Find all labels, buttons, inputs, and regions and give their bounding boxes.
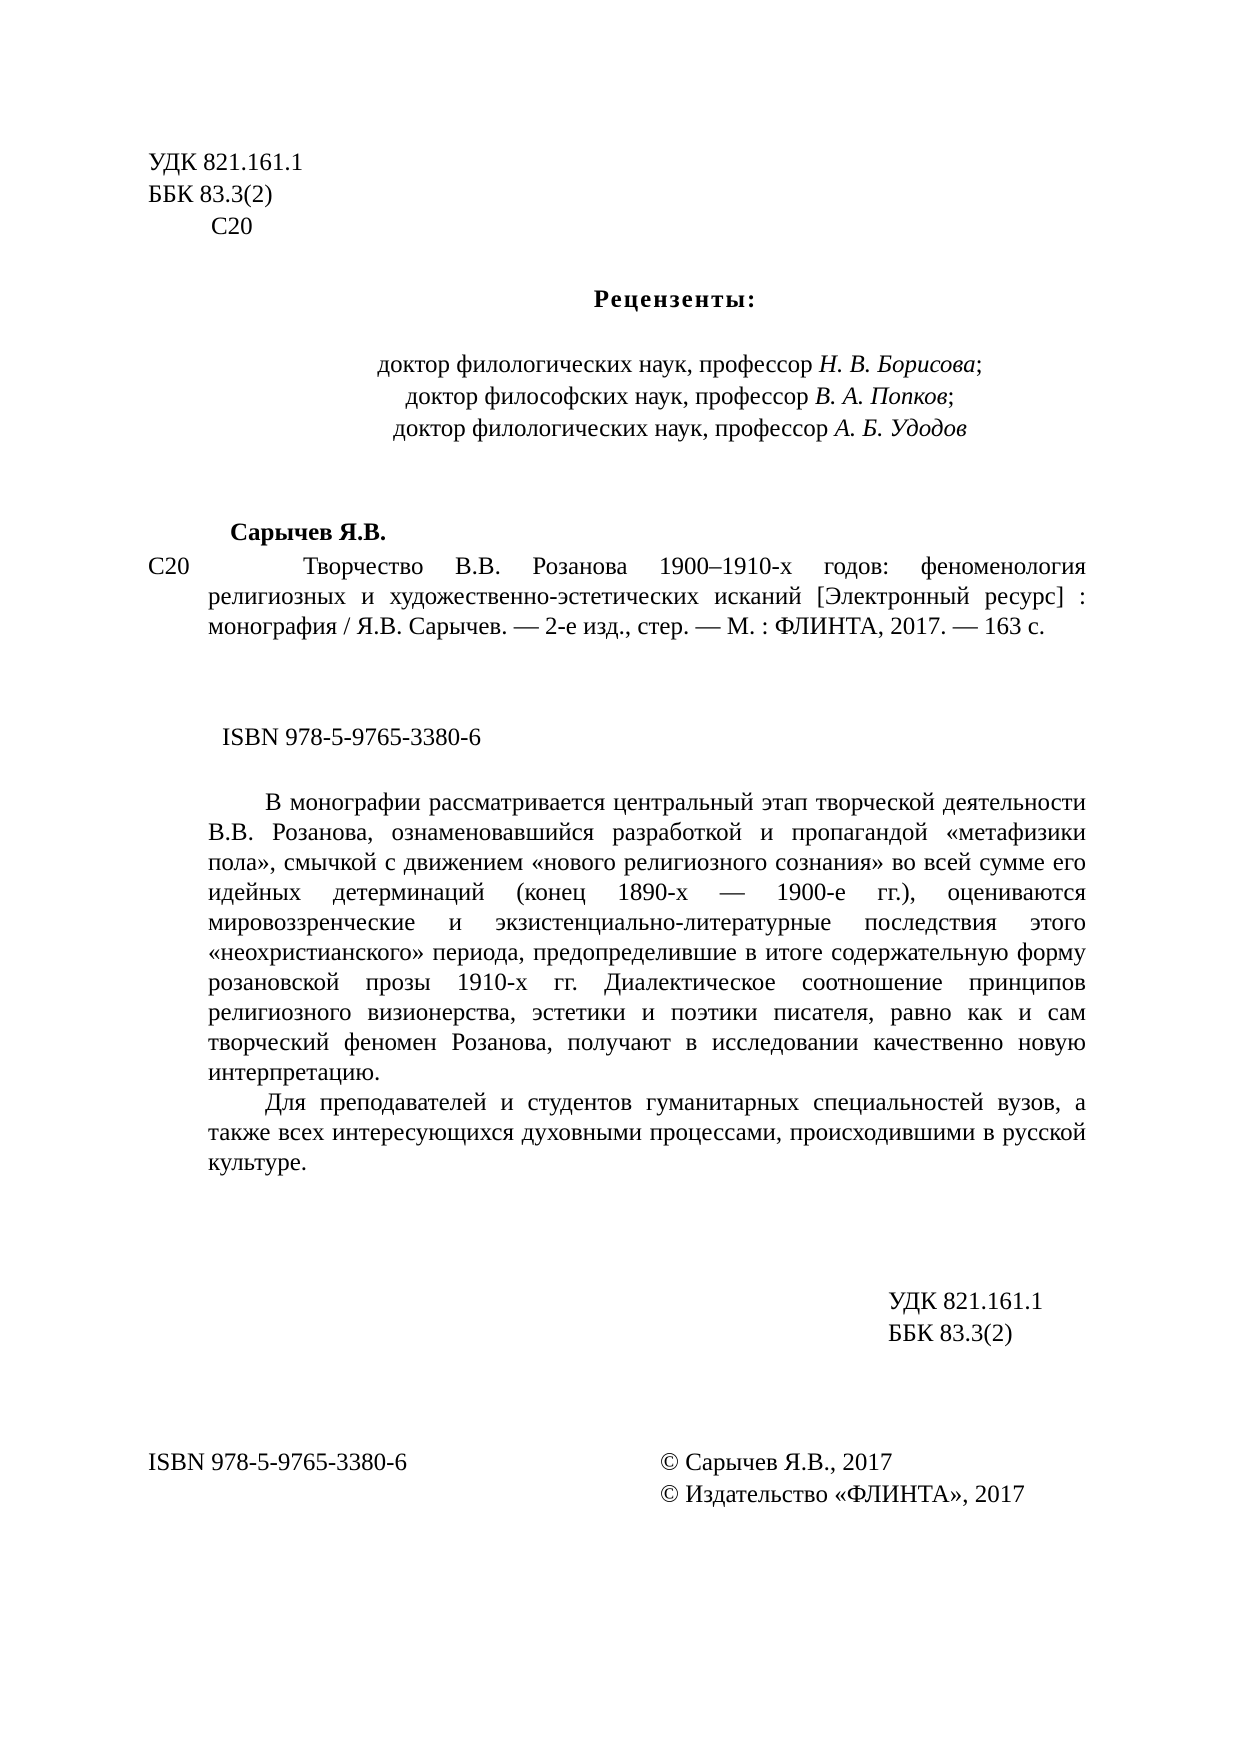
reviewer-name: Н. В. Борисова	[818, 351, 976, 378]
reviewer-degree: доктор филологических наук, профессор	[393, 415, 835, 442]
udk-code: УДК 821.161.1	[148, 149, 304, 176]
reviewer-item	[230, 382, 1130, 414]
udk-code: УДК 821.161.1	[888, 1288, 1044, 1315]
bibliography-code: С20	[148, 553, 190, 580]
abstract-paragraph: В монографии рассматривается центральный этап творческой деятельности В.В. Розанова, ознаменовавшийся разработкой и пропагандой «метафизики пола», смычкой с движением «нового религиозного сознания» во всей сумме его идейных детерминаций (конец 1890-х — 1900-е гг.), оцениваются мировоззренческие и экзистенциально-литературные последствия этого «неохристианского» периода, предопределившие в итоге содержательную форму розановской прозы 1910-х гг. Диалектическое соотношение принципов религиозного визионерства, эстетики и поэтики писателя, равно как и сам творческий феномен Розанова, получают в исследовании качественно новую интерпретацию.	[208, 789, 1086, 1086]
reviewer-punct: ;	[947, 383, 955, 410]
abstract	[208, 788, 1086, 1178]
classification-codes-bottom	[888, 1287, 1043, 1351]
author-mark: С20	[211, 213, 253, 240]
author-name: Сарычев Я.В.	[230, 519, 387, 546]
bbk-code: ББК 83.3(2)	[888, 1320, 1013, 1347]
reviewer-punct: ;	[975, 351, 983, 378]
bbk-code: ББК 83.3(2)	[148, 181, 273, 208]
bibliographic-citation: Творчество В.В. Розанова 1900–1910-х годов: феноменология религиозных и художественно-эстетических исканий [Электронный ресурс] : монография / Я.В. Сарычев. — 2-е изд., стер. — М. : ФЛИНТА, 2017. — 163 с.	[208, 553, 1086, 640]
copyright-block	[660, 1448, 1025, 1512]
reviewers-list	[230, 350, 1130, 446]
reviewer-degree: доктор философских наук, профессор	[405, 383, 815, 410]
copyright-author: © Сарычев Я.В., 2017	[660, 1449, 893, 1476]
abstract-paragraph: Для преподавателей и студентов гуманитарных специальностей вузов, а также всех интересующихся духовными процессами, происходившими в русской культуре.	[208, 1089, 1086, 1176]
reviewer-degree: доктор филологических наук, профессор	[377, 351, 819, 378]
classification-codes-top	[148, 148, 303, 244]
reviewer-item	[230, 350, 1130, 382]
reviewers-title: Рецензенты:	[593, 286, 758, 313]
copyright-publisher: © Издательство «ФЛИНТА», 2017	[660, 1481, 1025, 1508]
isbn-record: ISBN 978-5-9765-3380-6	[222, 724, 482, 751]
reviewer-name: В. А. Попков	[814, 383, 948, 410]
reviewer-name: А. Б. Удодов	[834, 415, 967, 442]
reviewer-item	[230, 414, 1130, 446]
isbn-footer: ISBN 978-5-9765-3380-6	[148, 1449, 408, 1476]
